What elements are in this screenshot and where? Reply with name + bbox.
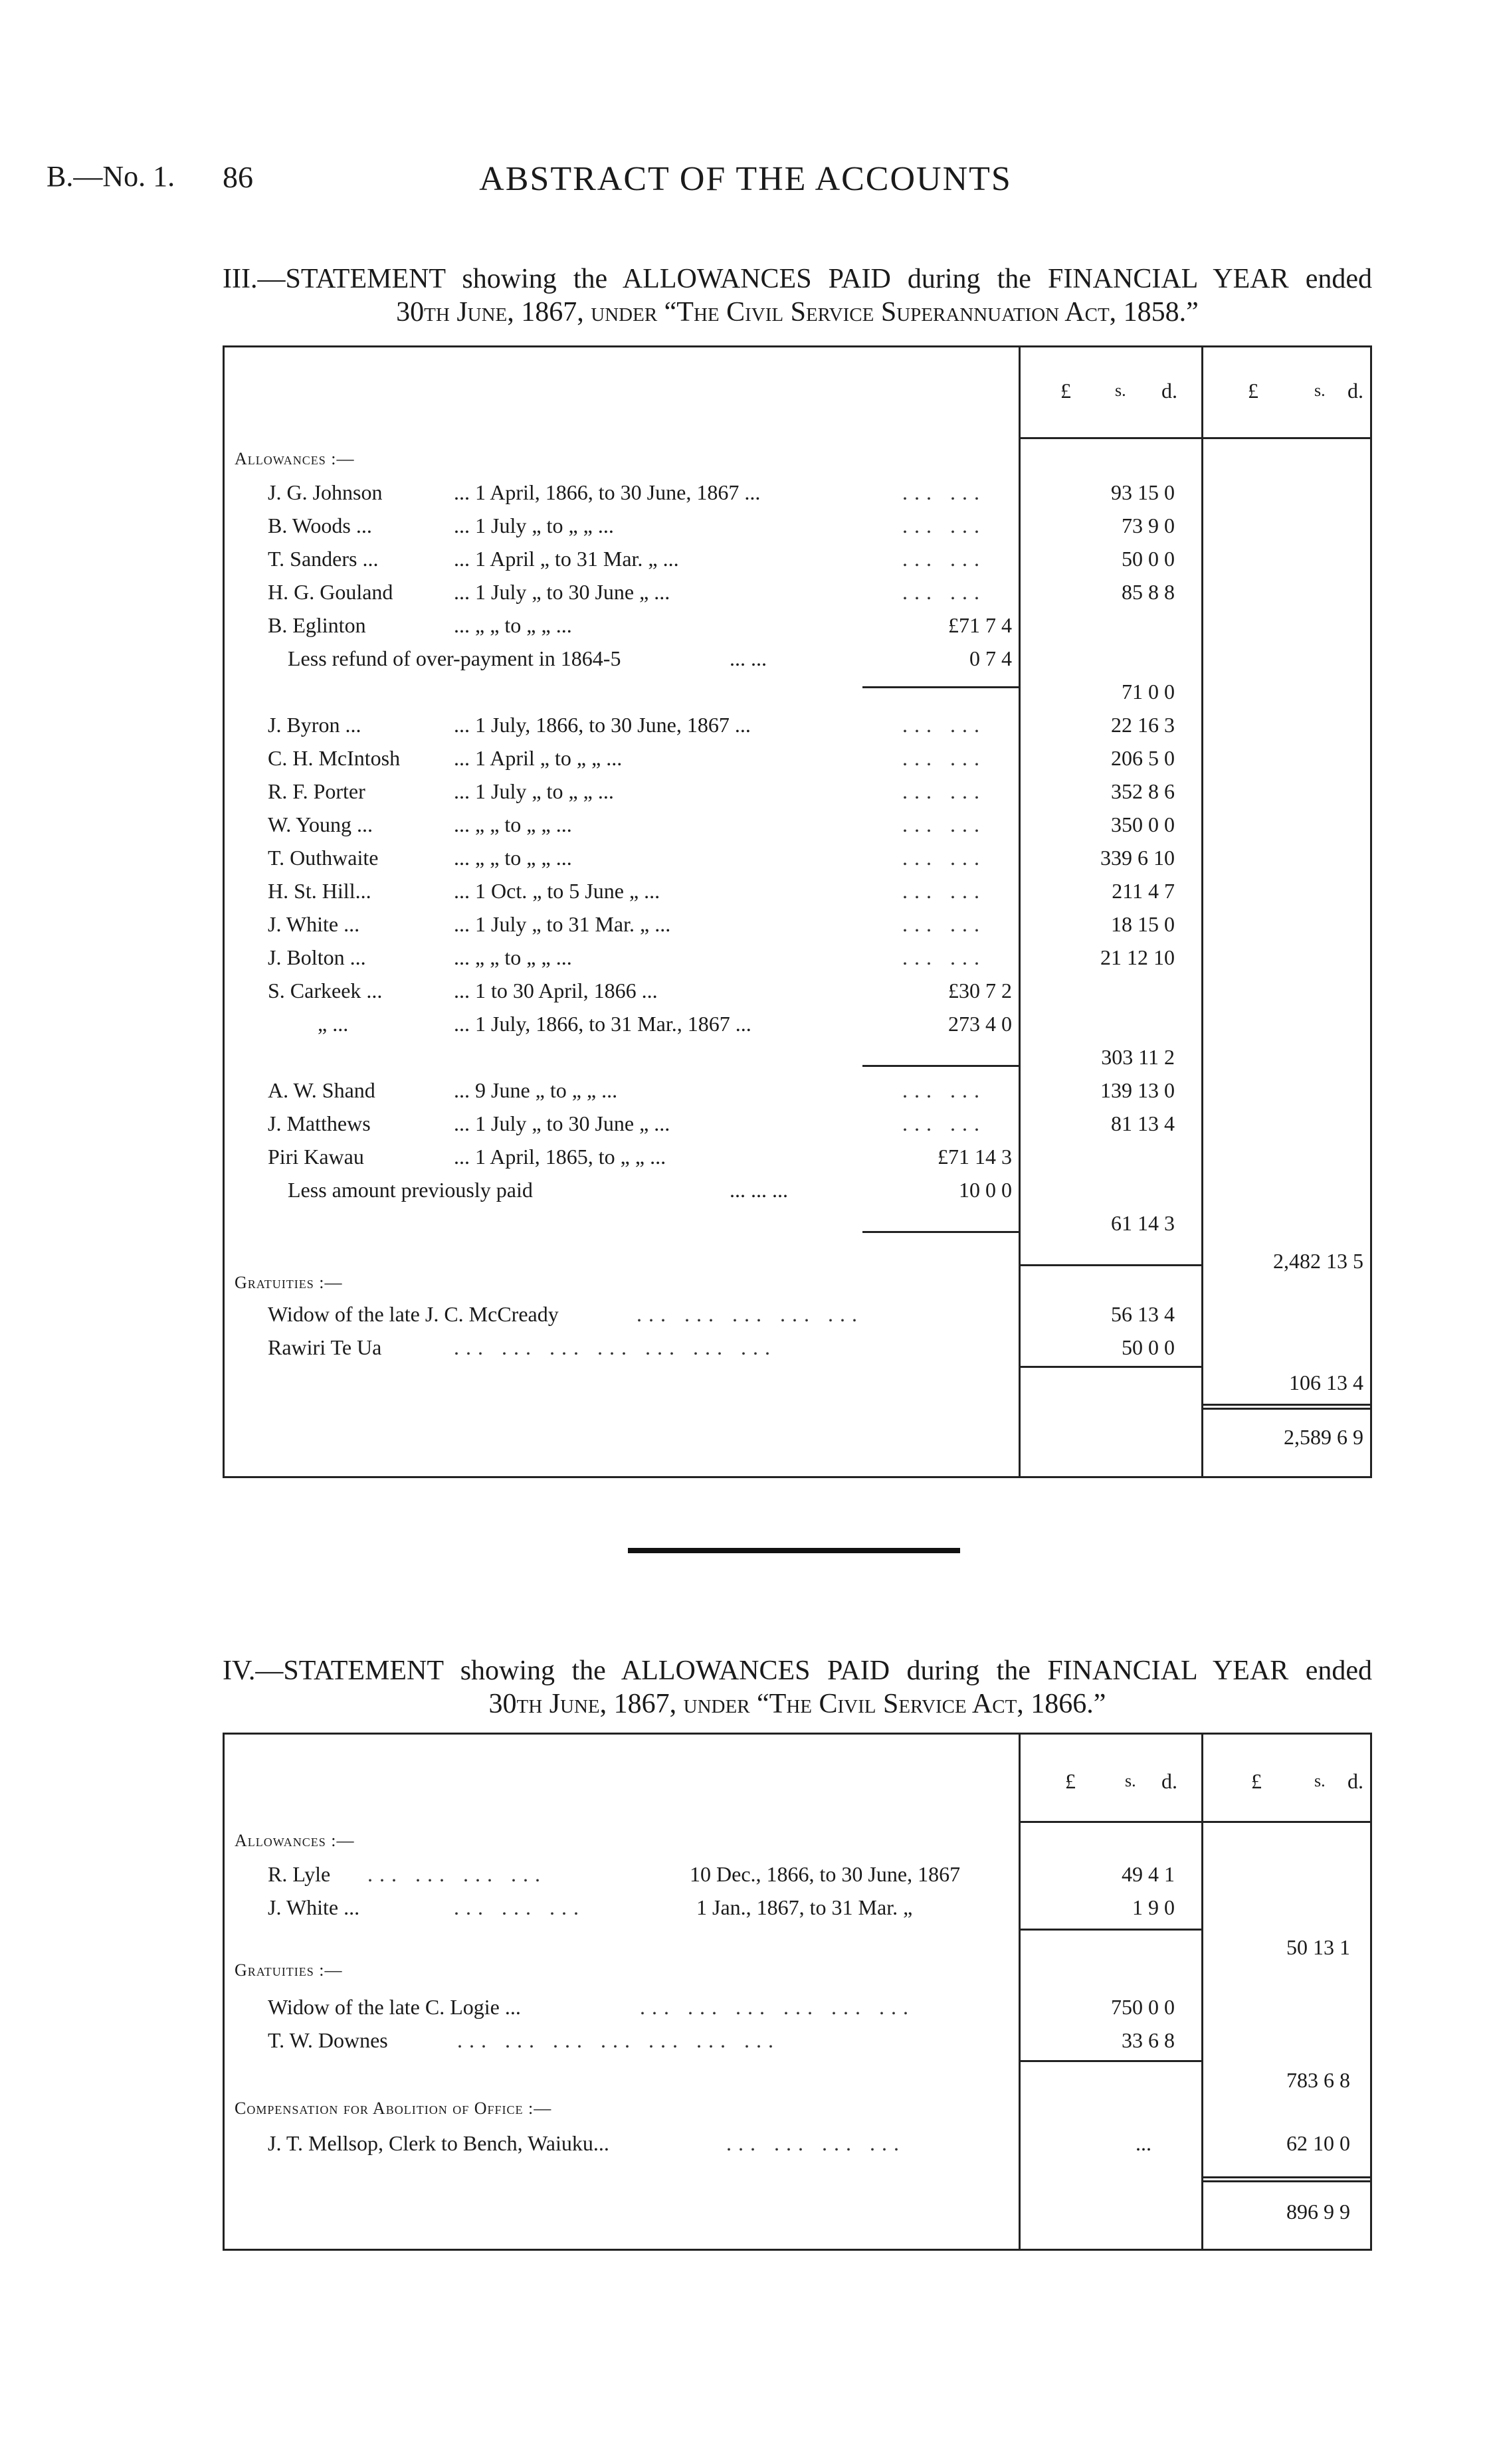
allowance-row [225, 1173, 1370, 1206]
sub-amount: 0 7 4 [969, 646, 1012, 670]
allowance-period: ... 1 July „ to „ „ ... [454, 514, 614, 537]
gratuity-amount: 750 0 0 [1111, 1995, 1175, 2019]
grand-total: 2,589 6 9 [1284, 1425, 1363, 1449]
compensation-name: J. T. Mellsop, Clerk to Bench, Waiuku... [268, 2131, 609, 2155]
gratuity-name: Widow of the late J. C. McCready [268, 1302, 559, 1326]
allowance-period: ... 1 July „ to 30 June „ ... [454, 580, 670, 604]
leader-dots: ... ... ... ... ... ... ... [454, 1335, 777, 1359]
allowance-period: ... 9 June „ to „ „ ... [454, 1078, 618, 1102]
allowance-row [225, 1040, 1370, 1074]
page-number: 86 [223, 160, 253, 194]
allowance-amount: 22 16 3 [1111, 713, 1175, 737]
allowance-row [225, 1140, 1370, 1173]
statement3-title-line1: III.—STATEMENT showing the ALLOWANCES PAID during the FINANCIAL YEAR ended [223, 264, 1372, 294]
allowance-period: ... 1 Oct. „ to 5 June „ ... [454, 879, 660, 903]
allowance-row [225, 642, 1370, 675]
page-title: ABSTRACT OF THE ACCOUNTS [479, 160, 1012, 198]
header-rule [1019, 1821, 1370, 1823]
allowance-row [225, 609, 1370, 642]
allowance-name: T. Sanders ... [268, 547, 379, 571]
subtotal-rule [862, 686, 1019, 688]
sub-amount: 273 4 0 [948, 1012, 1012, 1036]
allowance-name: A. W. Shand [268, 1078, 375, 1102]
allowance-name: C. H. McIntosh [268, 746, 401, 770]
leader-dots: ... ... [902, 547, 986, 571]
compensation-amount: 62 10 0 [1286, 2131, 1350, 2155]
leader-dots: ... ... [902, 746, 986, 770]
allowance-row [225, 907, 1370, 941]
subtotal-rule [862, 1065, 1019, 1067]
allowance-amount: 50 0 0 [1122, 547, 1175, 571]
gratuity-row [225, 1331, 1370, 1364]
gratuity-row [225, 2024, 1370, 2057]
allowance-amount: 339 6 10 [1100, 846, 1175, 870]
section-heading [225, 1824, 1370, 1857]
allowance-amount: 73 9 0 [1122, 514, 1175, 537]
allowance-row [225, 941, 1370, 974]
pounds-header: £ [1060, 379, 1071, 403]
leader-dots: ... ... [902, 779, 986, 803]
statement3-title [223, 262, 1372, 329]
allowance-name: J. White ... [268, 912, 360, 936]
allowance-name: B. Woods ... [268, 514, 372, 537]
allowance-name: H. G. Gouland [268, 580, 393, 604]
gratuities-heading: Gratuities :— [235, 1960, 343, 1980]
allowance-amount: 1 9 0 [1132, 1895, 1175, 1919]
section-heading [225, 1266, 1370, 1299]
allowance-row [225, 476, 1370, 509]
allowance-row [225, 1007, 1370, 1040]
allowance-amount: 18 15 0 [1111, 912, 1175, 936]
statement3-title-line2: 30th June, 1867, under “The Civil Service Superannuation Act, 1858.” [396, 297, 1199, 328]
allowances-total: 50 13 1 [1286, 1935, 1350, 1959]
allowance-row [225, 974, 1370, 1007]
subtotal-rule [862, 1231, 1019, 1233]
pence-header: d. [1347, 1769, 1363, 1793]
allowance-name: „ ... [318, 1012, 349, 1036]
gratuity-amount: 56 13 4 [1111, 1302, 1175, 1326]
allowance-name: T. Outhwaite [268, 846, 379, 870]
section-heading [225, 2092, 1370, 2125]
allowance-row [225, 575, 1370, 609]
allowance-amount: 85 8 8 [1122, 580, 1175, 604]
allowance-amount: 71 0 0 [1122, 680, 1175, 704]
allowance-amount: 211 4 7 [1112, 879, 1175, 903]
sub-amount: 10 0 0 [959, 1178, 1012, 1202]
total-rule [1201, 2176, 1370, 2178]
allowance-name: W. Young ... [268, 812, 373, 836]
allowance-name: S. Carkeek ... [268, 979, 383, 1002]
leader-dots: ... ... [902, 846, 986, 870]
gratuity-row [225, 1990, 1370, 2024]
statement4-title-line1: IV.—STATEMENT showing the ALLOWANCES PAID during the FINANCIAL YEAR ended [223, 1656, 1372, 1686]
allowance-name: J. Bolton ... [268, 945, 366, 969]
shillings-header: s. [1115, 381, 1126, 400]
allowance-amount: 139 13 0 [1100, 1078, 1175, 1102]
allowance-row [225, 1107, 1370, 1140]
gratuity-row [225, 1297, 1370, 1331]
header-rule [1019, 437, 1370, 439]
allowance-row [225, 841, 1370, 874]
total-rule [1201, 1408, 1370, 1410]
leader-dots: ... ... [902, 1078, 986, 1102]
gratuities-total-row [225, 1366, 1370, 1399]
allowance-period: 1 Jan., 1867, to 31 Mar. „ [696, 1895, 913, 1919]
leader-dots: ... ... [902, 580, 986, 604]
statement4-title [223, 1654, 1372, 1721]
shillings-header: s. [1314, 1771, 1326, 1790]
allowance-row [225, 509, 1370, 542]
gratuities-heading: Gratuities :— [235, 1273, 343, 1292]
allowance-amount: 93 15 0 [1111, 480, 1175, 504]
statement4-table [223, 1733, 1372, 2251]
leader-dots: ... ... [902, 480, 986, 504]
gratuities-total: 106 13 4 [1289, 1371, 1363, 1394]
allowance-amount: 206 5 0 [1111, 746, 1175, 770]
leader-dots: ... ... ... ... ... [637, 1302, 864, 1326]
leader-dots: ... ... [902, 514, 986, 537]
allowance-period: ... 1 April „ to 31 Mar. „ ... [454, 547, 679, 571]
pence-header: d. [1161, 379, 1177, 403]
statement3-column-headers [225, 374, 1370, 407]
allowance-row [225, 542, 1370, 575]
allowance-row [225, 675, 1370, 708]
leader-dots: ... ... ... ... [726, 2131, 906, 2155]
subtotal-rule [1019, 2060, 1201, 2062]
section-separator [628, 1548, 960, 1553]
grand-total-row [225, 2195, 1370, 2228]
allowance-amount: 61 14 3 [1111, 1211, 1175, 1235]
allowance-name: Piri Kawau [268, 1145, 364, 1169]
allowance-name: J. G. Johnson [268, 480, 383, 504]
allowance-row [225, 708, 1370, 741]
allowance-period: ... ... ... [730, 1178, 788, 1202]
allowance-name: H. St. Hill... [268, 879, 371, 903]
shillings-header: s. [1314, 381, 1326, 400]
leader-dots: ... ... [902, 912, 986, 936]
sub-amount: £30 7 2 [948, 979, 1012, 1002]
statement4-column-headers [225, 1764, 1370, 1798]
allowance-amount: 49 4 1 [1122, 1862, 1175, 1886]
allowance-row [225, 1206, 1370, 1240]
grand-total: 896 9 9 [1286, 2200, 1350, 2224]
gratuities-total: 783 6 8 [1286, 2068, 1350, 2092]
compensation-sub: ... [1136, 2131, 1151, 2155]
allowance-name: Less refund of over-payment in 1864-5 [288, 646, 621, 670]
statement3-table [223, 345, 1372, 1478]
compensation-row [225, 2127, 1370, 2160]
allowance-amount: 350 0 0 [1111, 812, 1175, 836]
allowance-period: ... 1 April, 1865, to „ „ ... [454, 1145, 666, 1169]
allowance-period: 10 Dec., 1866, to 30 June, 1867 [690, 1862, 961, 1886]
total-rule [1201, 1404, 1370, 1406]
allowance-name: R. Lyle [268, 1862, 331, 1886]
allowance-row [225, 808, 1370, 841]
leader-dots: ... ... [902, 879, 986, 903]
gratuity-amount: 33 6 8 [1122, 2028, 1175, 2052]
leader-dots: ... ... [902, 812, 986, 836]
allowance-period: ... „ „ to „ „ ... [454, 846, 572, 870]
allowance-name: J. Matthews [268, 1111, 371, 1135]
compensation-heading: Compensation for Abolition of Office :— [235, 2099, 552, 2118]
leader-dots: ... ... ... [454, 1895, 585, 1919]
allowance-period: ... 1 April, 1866, to 30 June, 1867 ... [454, 480, 761, 504]
gratuity-name: T. W. Downes [268, 2028, 388, 2052]
allowances-heading: Allowances :— [235, 1831, 355, 1850]
allowances-heading: Allowances :— [235, 449, 355, 468]
allowance-amount: 81 13 4 [1111, 1111, 1175, 1135]
allowance-period: ... 1 July „ to „ „ ... [454, 779, 614, 803]
leader-dots: ... ... [902, 1111, 986, 1135]
allowance-row [225, 775, 1370, 808]
leader-dots: ... ... ... ... ... ... ... [457, 2028, 780, 2052]
allowance-period: ... „ „ to „ „ ... [454, 812, 572, 836]
pounds-header: £ [1251, 1769, 1262, 1793]
allowance-row [225, 1891, 1370, 1924]
allowance-name: Less amount previously paid [288, 1178, 533, 1202]
allowance-period: ... 1 to 30 April, 1866 ... [454, 979, 658, 1002]
allowance-amount: 21 12 10 [1100, 945, 1175, 969]
allowance-name: J. Byron ... [268, 713, 361, 737]
leader-dots: ... ... ... ... [367, 1862, 547, 1886]
pence-header: d. [1161, 1769, 1177, 1793]
leader-dots: ... ... [902, 713, 986, 737]
allowance-row [225, 1857, 1370, 1891]
total-rule [1201, 2180, 1370, 2182]
shillings-header: s. [1125, 1771, 1136, 1790]
allowance-period: ... 1 April „ to „ „ ... [454, 746, 623, 770]
leader-dots: ... ... ... ... ... ... [640, 1995, 915, 2019]
allowance-period: ... 1 July „ to 30 June „ ... [454, 1111, 670, 1135]
allowance-period: ... 1 July, 1866, to 30 June, 1867 ... [454, 713, 751, 737]
leader-dots: ... ... [902, 945, 986, 969]
sub-amount: £71 14 3 [938, 1145, 1012, 1169]
gratuity-name: Rawiri Te Ua [268, 1335, 382, 1359]
allowance-name: R. F. Porter [268, 779, 365, 803]
document-reference: B.—No. 1. [47, 160, 175, 193]
pence-header: d. [1347, 379, 1363, 403]
section-heading [225, 1954, 1370, 1987]
allowance-row [225, 741, 1370, 775]
sub-amount: £71 7 4 [948, 613, 1012, 637]
pounds-header: £ [1248, 379, 1258, 403]
allowances-total: 2,482 13 5 [1273, 1249, 1363, 1273]
allowance-period: ... 1 July, 1866, to 31 Mar., 1867 ... [454, 1012, 751, 1036]
allowance-amount: 352 8 6 [1111, 779, 1175, 803]
page-header [0, 159, 1491, 213]
allowance-period: ... 1 July „ to 31 Mar. „ ... [454, 912, 671, 936]
allowance-name: J. White ... [268, 1895, 360, 1919]
pounds-header: £ [1065, 1769, 1076, 1793]
allowance-name: B. Eglinton [268, 613, 366, 637]
allowance-amount: 303 11 2 [1101, 1045, 1175, 1069]
allowance-row [225, 1074, 1370, 1107]
gratuity-name: Widow of the late C. Logie ... [268, 1995, 521, 2019]
allowance-period: ... „ „ to „ „ ... [454, 613, 572, 637]
statement4-title-line2: 30th June, 1867, under “The Civil Service Act, 1866.” [488, 1689, 1106, 1719]
gratuity-amount: 50 0 0 [1122, 1335, 1175, 1359]
allowance-period: ... „ „ to „ „ ... [454, 945, 572, 969]
section-heading [225, 442, 1370, 476]
grand-total-row [225, 1420, 1370, 1454]
allowance-period: ... ... [730, 646, 767, 670]
allowance-row [225, 874, 1370, 907]
